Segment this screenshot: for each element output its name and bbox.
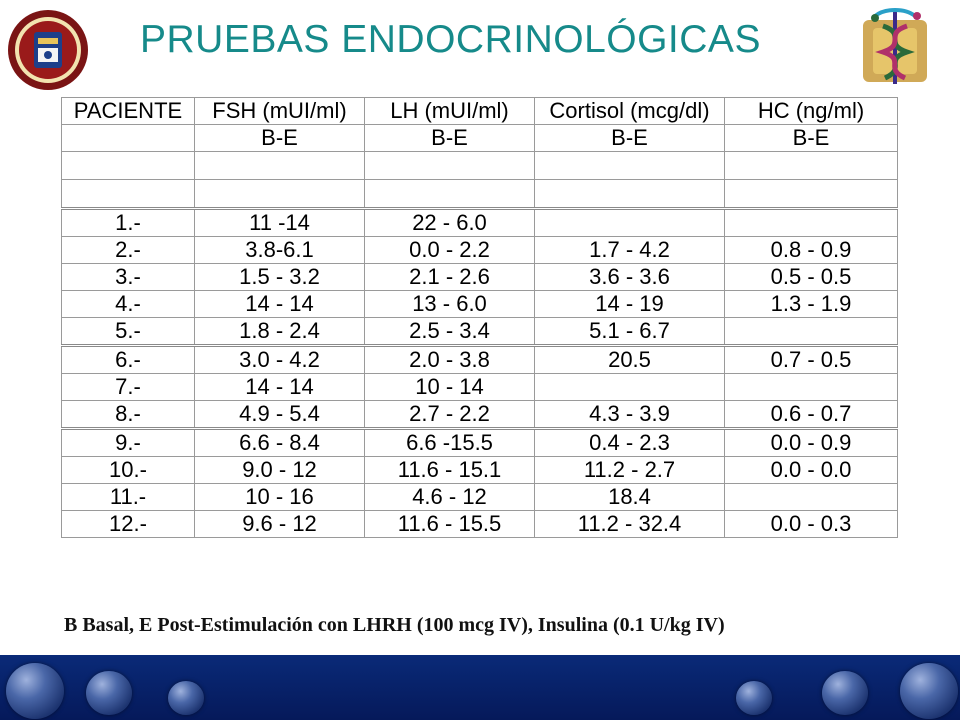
value-cell: 6.6 -15.5: [365, 429, 535, 457]
subheader-cell: B-E: [195, 125, 365, 152]
value-cell: 10 - 14: [365, 374, 535, 401]
bubble-decoration: [900, 663, 958, 719]
subheader-cell: B-E: [725, 125, 898, 152]
value-cell: 20.5: [535, 346, 725, 374]
table-row: [62, 511, 898, 538]
bubble-decoration: [822, 671, 868, 715]
value-cell: 0.4 - 2.3: [535, 429, 725, 457]
value-cell: 1.5 - 3.2: [195, 264, 365, 291]
value-cell: 0.0 - 2.2: [365, 237, 535, 264]
value-cell: 2.5 - 3.4: [365, 318, 535, 346]
empty-cell: [365, 152, 535, 180]
value-cell: [535, 374, 725, 401]
value-cell: 14 - 14: [195, 374, 365, 401]
value-cell: 0.6 - 0.7: [725, 401, 898, 429]
value-cell: 2.7 - 2.2: [365, 401, 535, 429]
empty-cell: [195, 152, 365, 180]
patient-cell: 1.-: [62, 209, 195, 237]
value-cell: 4.6 - 12: [365, 484, 535, 511]
value-cell: [725, 209, 898, 237]
subheader-cell: B-E: [535, 125, 725, 152]
table-row: [62, 291, 898, 318]
patient-cell: 6.-: [62, 346, 195, 374]
table-row: [62, 264, 898, 291]
value-cell: 9.0 - 12: [195, 457, 365, 484]
patient-cell: 2.-: [62, 237, 195, 264]
value-cell: [725, 374, 898, 401]
value-cell: 14 - 19: [535, 291, 725, 318]
bubble-decoration: [6, 663, 64, 719]
patient-cell: 3.-: [62, 264, 195, 291]
caduceus-logo: [845, 6, 945, 88]
patient-cell: 5.-: [62, 318, 195, 346]
table-row: [62, 484, 898, 511]
subheader-cell: [62, 125, 195, 152]
header-cell: PACIENTE: [62, 98, 195, 125]
value-cell: [725, 318, 898, 346]
page-title: PRUEBAS ENDOCRINOLÓGICAS: [140, 18, 761, 61]
table-row: [62, 374, 898, 401]
value-cell: 0.0 - 0.9: [725, 429, 898, 457]
value-cell: [725, 484, 898, 511]
patient-cell: 4.-: [62, 291, 195, 318]
value-cell: 0.7 - 0.5: [725, 346, 898, 374]
value-cell: 2.1 - 2.6: [365, 264, 535, 291]
empty-cell: [62, 180, 195, 209]
value-cell: 3.8-6.1: [195, 237, 365, 264]
empty-cell: [535, 180, 725, 209]
patient-cell: 8.-: [62, 401, 195, 429]
value-cell: 10 - 16: [195, 484, 365, 511]
bottom-decorative-band: [0, 655, 960, 720]
table-row: [62, 209, 898, 237]
subheader-row: [62, 125, 898, 152]
value-cell: 11 -14: [195, 209, 365, 237]
header-cell: LH (mUI/ml): [365, 98, 535, 125]
subheader-cell: B-E: [365, 125, 535, 152]
patient-cell: 12.-: [62, 511, 195, 538]
empty-cell: [535, 152, 725, 180]
value-cell: 3.0 - 4.2: [195, 346, 365, 374]
bubble-decoration: [168, 681, 204, 715]
empty-row: [62, 180, 898, 209]
value-cell: 4.3 - 3.9: [535, 401, 725, 429]
table-row: [62, 457, 898, 484]
patient-cell: 9.-: [62, 429, 195, 457]
value-cell: 4.9 - 5.4: [195, 401, 365, 429]
empty-cell: [195, 180, 365, 209]
value-cell: 0.0 - 0.0: [725, 457, 898, 484]
header-cell: FSH (mUI/ml): [195, 98, 365, 125]
value-cell: 0.5 - 0.5: [725, 264, 898, 291]
value-cell: 2.0 - 3.8: [365, 346, 535, 374]
bubble-decoration: [86, 671, 132, 715]
empty-cell: [62, 152, 195, 180]
table-row: [62, 318, 898, 346]
university-seal-logo: [6, 8, 90, 92]
value-cell: 22 - 6.0: [365, 209, 535, 237]
empty-cell: [725, 180, 898, 209]
value-cell: 14 - 14: [195, 291, 365, 318]
value-cell: 1.8 - 2.4: [195, 318, 365, 346]
value-cell: [535, 209, 725, 237]
value-cell: 1.7 - 4.2: [535, 237, 725, 264]
empty-cell: [365, 180, 535, 209]
value-cell: 11.2 - 2.7: [535, 457, 725, 484]
value-cell: 1.3 - 1.9: [725, 291, 898, 318]
value-cell: 11.6 - 15.5: [365, 511, 535, 538]
bubble-decoration: [736, 681, 772, 715]
table-row: [62, 346, 898, 374]
empty-row: [62, 152, 898, 180]
patient-cell: 7.-: [62, 374, 195, 401]
patient-cell: 11.-: [62, 484, 195, 511]
value-cell: 5.1 - 6.7: [535, 318, 725, 346]
value-cell: 0.0 - 0.3: [725, 511, 898, 538]
value-cell: 0.8 - 0.9: [725, 237, 898, 264]
value-cell: 6.6 - 8.4: [195, 429, 365, 457]
value-cell: 3.6 - 3.6: [535, 264, 725, 291]
value-cell: 13 - 6.0: [365, 291, 535, 318]
table-row: [62, 237, 898, 264]
value-cell: 11.2 - 32.4: [535, 511, 725, 538]
header-row: [62, 98, 898, 125]
footnote: B Basal, E Post-Estimulación con LHRH (100 mcg IV), Insulina (0.1 U/kg IV): [64, 614, 725, 636]
value-cell: 18.4: [535, 484, 725, 511]
endocrine-tests-table: [61, 97, 897, 589]
value-cell: 9.6 - 12: [195, 511, 365, 538]
table-row: [62, 429, 898, 457]
patient-cell: 10.-: [62, 457, 195, 484]
table-row: [62, 401, 898, 429]
header-cell: Cortisol (mcg/dl): [535, 98, 725, 125]
empty-cell: [725, 152, 898, 180]
value-cell: 11.6 - 15.1: [365, 457, 535, 484]
header-cell: HC (ng/ml): [725, 98, 898, 125]
